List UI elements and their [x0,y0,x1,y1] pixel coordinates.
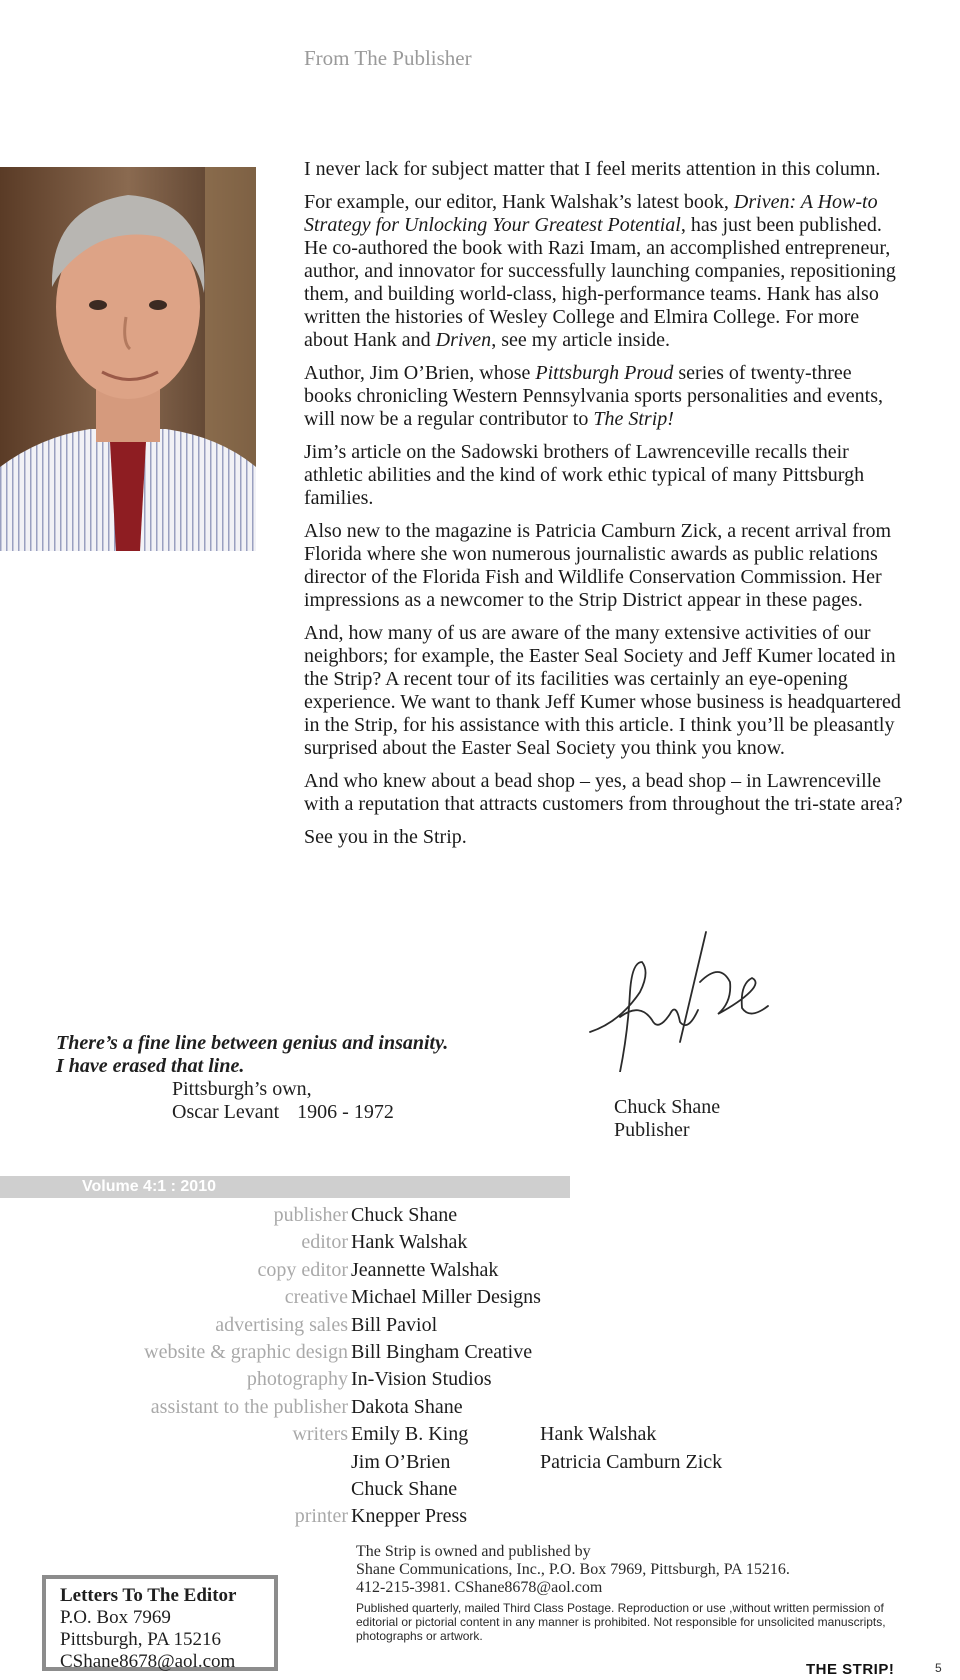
writer-name: Emily B. King [351,1423,469,1446]
masthead-row-writers [0,1476,900,1503]
series-title: Pittsburgh Proud [535,362,674,384]
masthead-value: Chuck Shane [351,1204,458,1226]
letters-to-editor-box [42,1575,278,1671]
masthead [0,1202,900,1531]
masthead-label: photography [246,1368,348,1391]
masthead-label: editor [301,1231,348,1254]
letter-paragraph: See you in the Strip. [304,826,467,848]
masthead-label: printer [294,1505,348,1528]
pull-quote [56,1032,526,1124]
letters-title: Letters To The Editor [60,1585,237,1606]
masthead-label: website & graphic design [144,1340,348,1363]
masthead-row [0,1339,900,1366]
letter-paragraph: I never lack for subject matter that I feel merits attention in this column. [304,158,881,180]
ownership-line: The Strip is owned and published by [356,1543,591,1560]
masthead-row [0,1366,900,1393]
quote-line: I have erased that line. [56,1055,245,1077]
masthead-label: writers [292,1423,348,1446]
masthead-row [0,1312,900,1339]
writer-name: Chuck Shane [351,1477,458,1500]
letters-address: Pittsburgh, PA 15216 [60,1629,222,1650]
quote-attribution: Pittsburgh’s own, [172,1078,312,1100]
masthead-row [0,1257,900,1284]
masthead-row [0,1229,900,1256]
section-title: From The Publisher [304,46,472,70]
page-number: 5 [935,1661,942,1675]
letter-paragraph: For example, our editor, Hank Walshak’s latest book, Driven: A How-to Strategy for Unlocking Your Greatest Potential, has just been published. He co-authored the book with Razi Imam, an accomplished entrepreneur, author, and innovator for successfully launching companies, repositioning them, and building world-class, high-performance teams. Hank has also written the histories of Wesley College and Elmira College. For more about Hank and Driven, see my article inside. [304,191,896,351]
masthead-row-writers [0,1421,900,1448]
magazine-title: The Strip! [593,408,674,430]
masthead-row [0,1394,900,1421]
signoff-name: Chuck Shane [614,1096,721,1118]
masthead-label: copy editor [257,1258,348,1281]
signoff [614,1096,720,1142]
masthead-value: Jeannette Walshak [351,1258,499,1281]
book-short-title: Driven [435,329,492,351]
letters-email: CShane8678@aol.com [60,1651,236,1672]
letter-paragraph: Also new to the magazine is Patricia Camburn Zick, a recent arrival from Florida where she won numerous journalistic awards as public relations director of the Florida Fish and Wildlife Conservation Commission. Her impressions as a newcomer to the Strip District appear in these pages. [304,520,892,611]
quote-line: There’s a fine line between genius and insanity. [56,1032,449,1054]
letter-paragraph: And who knew about a bead shop – yes, a bead shop – in Lawrenceville with a reputation that attracts customers from throughout the tri-state area? [304,770,903,815]
brand-logo: THE STRIP! [806,1661,895,1678]
masthead-value: Bill Bingham Creative [351,1340,533,1363]
masthead-label: advertising sales [215,1313,348,1336]
masthead-label: assistant to the publisher [150,1395,348,1418]
masthead-value: In-Vision Studios [351,1368,492,1391]
ownership-line: Shane Communications, Inc., P.O. Box 7969, Pittsburgh, PA 15216. [356,1561,790,1578]
volume-bar [0,1176,570,1198]
legal-notice: Published quarterly, mailed Third Class Postage. Reproduction or use ,without written permission of editorial or pictorial content in any manner is prohibited. Not responsible for unsolicited manuscripts, photographs or artwork. [356,1601,886,1643]
masthead-value: Dakota Shane [351,1395,463,1418]
volume-label: Volume 4:1 : 2010 [82,1178,216,1195]
quote-author: Oscar Levant 1906 - 1972 [172,1101,394,1123]
book-title: Driven: A How-to Strategy for Unlocking Your Greatest Potential [304,191,878,236]
masthead-value: Knepper Press [351,1505,468,1528]
ownership-statement [356,1543,916,1597]
publisher-portrait-image [0,167,256,551]
masthead-label: creative [284,1286,348,1309]
writer-name: Patricia Camburn Zick [540,1450,723,1473]
masthead-value: Bill Paviol [351,1313,438,1336]
signature-image [580,902,780,1072]
publisher-letter [304,158,904,859]
masthead-value: Michael Miller Designs [351,1286,541,1309]
masthead-row [0,1202,900,1229]
writer-name: Jim O’Brien [351,1450,451,1473]
masthead-row [0,1284,900,1311]
masthead-label: publisher [273,1204,348,1226]
masthead-row [0,1503,900,1530]
letter-paragraph: Author, Jim O’Brien, whose Pittsburgh Proud series of twenty-three books chronicling Western Pennsylvania sports personalities and events, will now be a regular contributor to The Strip! [304,362,884,430]
ownership-line: 412-215-3981. CShane8678@aol.com [356,1579,603,1596]
letter-paragraph: And, how many of us are aware of the many extensive activities of our neighbors; for example, the Easter Seal Society and Jeff Kumer located in the Strip? A recent tour of its facilities was certainly an eye-opening experience. We want to thank Jeff Kumer whose business is headquartered in the Strip, for his assistance with this article. I think you’ll be pleasantly surprised about the Easter Seal Society you think you know. [304,622,901,759]
writer-name: Hank Walshak [540,1423,657,1446]
letter-paragraph: Jim’s article on the Sadowski brothers of Lawrenceville recalls their athletic abilities and the kind of work ethic typical of many Pittsburgh families. [304,441,865,509]
letters-address: P.O. Box 7969 [60,1607,171,1628]
signoff-title: Publisher [614,1119,690,1141]
masthead-row-writers [0,1449,900,1476]
masthead-value: Hank Walshak [351,1231,468,1254]
